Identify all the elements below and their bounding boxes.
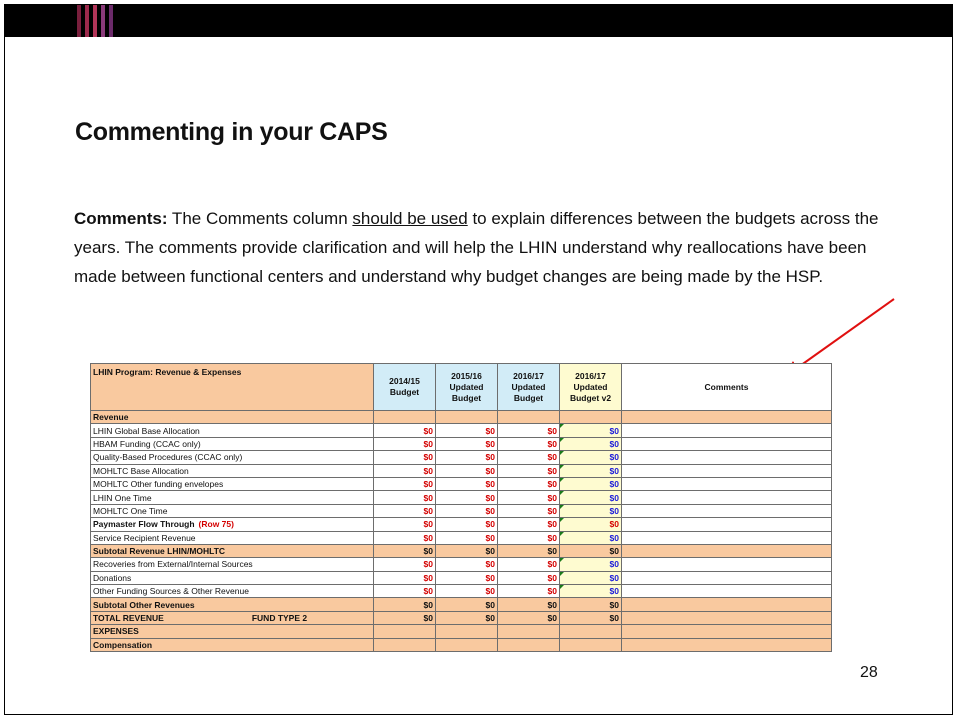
budget-cell: $0 [436, 611, 498, 624]
row-label-text: Paymaster Flow Through [93, 519, 195, 530]
body-paragraph [74, 204, 884, 291]
body-text-part1: The Comments column [167, 209, 353, 228]
budget-cell: $0 [498, 477, 560, 490]
budget-cell [498, 411, 560, 424]
table-row [91, 544, 832, 557]
stripe [93, 5, 97, 37]
row-label [91, 411, 374, 424]
row-label [91, 504, 374, 517]
body-text-part2: to explain differences between the budgets across the years. The comments provide clarification and will help the LHIN understand why reallocations have been made between functional centers and understand why budget changes are being made by the HSP. [74, 209, 879, 286]
budget-cell: $0 [374, 504, 436, 517]
budget-cell: $0 [374, 611, 436, 624]
row-label [91, 571, 374, 584]
row-label-text: Compensation [93, 639, 153, 650]
row-label-text: MOHLTC Other funding envelopes [93, 479, 224, 490]
budget-cell: $0 [436, 464, 498, 477]
row-label-text: LHIN One Time [93, 492, 152, 503]
row-label-text: Donations [93, 572, 132, 583]
row-label-text: HBAM Funding (CCAC only) [93, 438, 201, 449]
slide-title: Commenting in your CAPS [75, 118, 388, 146]
budget-cell [436, 625, 498, 638]
comment-cell [622, 504, 832, 517]
budget-cell: $0 [498, 451, 560, 464]
row-label [91, 491, 374, 504]
comment-cell [622, 611, 832, 624]
budget-cell: $0 [374, 598, 436, 611]
row-label [91, 477, 374, 490]
budget-cell: $0 [436, 544, 498, 557]
row-label [91, 518, 374, 531]
row-label-suffix: (Row 75) [198, 519, 234, 530]
budget-cell: $0 [498, 571, 560, 584]
budget-cell: $0 [374, 464, 436, 477]
budget-cell [374, 411, 436, 424]
budget-cell: $0 [498, 491, 560, 504]
budget-cell [560, 638, 622, 651]
table-row [91, 411, 832, 424]
budget-cell: $0 [436, 477, 498, 490]
column-header: 2016/17 Updated Budget [498, 364, 560, 411]
budget-cell: $0 [560, 477, 622, 490]
budget-cell: $0 [560, 611, 622, 624]
stripe [77, 5, 81, 37]
budget-cell: $0 [436, 424, 498, 437]
budget-cell: $0 [560, 558, 622, 571]
table-row [91, 638, 832, 651]
budget-cell: $0 [374, 518, 436, 531]
row-label [91, 464, 374, 477]
budget-cell [560, 411, 622, 424]
table-row [91, 571, 832, 584]
program-title-cell: LHIN Program: Revenue & Expenses [91, 364, 374, 411]
comment-cell [622, 625, 832, 638]
comments-column-header: Comments [622, 364, 832, 411]
column-header: 2014/15 Budget [374, 364, 436, 411]
budget-cell: $0 [498, 518, 560, 531]
budget-cell: $0 [436, 531, 498, 544]
comment-cell [622, 424, 832, 437]
comment-cell [622, 477, 832, 490]
budget-cell [374, 625, 436, 638]
row-label [91, 531, 374, 544]
budget-cell: $0 [560, 464, 622, 477]
budget-cell: $0 [436, 598, 498, 611]
table-row [91, 464, 832, 477]
budget-cell: $0 [436, 504, 498, 517]
budget-cell: $0 [560, 598, 622, 611]
comment-cell [622, 598, 832, 611]
table-row [91, 558, 832, 571]
stripe [101, 5, 105, 37]
budget-cell: $0 [374, 424, 436, 437]
budget-cell: $0 [560, 437, 622, 450]
budget-cell [436, 638, 498, 651]
row-label [91, 611, 374, 624]
budget-cell: $0 [560, 531, 622, 544]
budget-cell: $0 [436, 451, 498, 464]
budget-cell: $0 [498, 544, 560, 557]
budget-cell: $0 [560, 451, 622, 464]
budget-cell [560, 625, 622, 638]
page-number: 28 [860, 664, 878, 681]
budget-cell: $0 [498, 531, 560, 544]
comment-cell [622, 437, 832, 450]
budget-cell: $0 [498, 504, 560, 517]
table-row [91, 504, 832, 517]
budget-cell: $0 [560, 571, 622, 584]
budget-cell: $0 [498, 598, 560, 611]
body-lead: Comments: [74, 209, 168, 228]
budget-cell: $0 [560, 424, 622, 437]
budget-cell: $0 [498, 611, 560, 624]
comment-cell [622, 638, 832, 651]
budget-cell: $0 [374, 531, 436, 544]
table-header-row [91, 364, 832, 411]
budget-cell: $0 [436, 571, 498, 584]
budget-cell: $0 [374, 437, 436, 450]
row-label-text: Quality-Based Procedures (CCAC only) [93, 452, 243, 463]
row-label-text: Service Recipient Revenue [93, 532, 196, 543]
comment-cell [622, 571, 832, 584]
row-label [91, 558, 374, 571]
row-label [91, 585, 374, 598]
column-header: 2015/16 Updated Budget [436, 364, 498, 411]
table-row [91, 598, 832, 611]
row-label-text: EXPENSES [93, 626, 139, 637]
budget-cell: $0 [560, 504, 622, 517]
table-row [91, 625, 832, 638]
budget-cell: $0 [498, 558, 560, 571]
budget-cell: $0 [436, 585, 498, 598]
table-row [91, 424, 832, 437]
table-row [91, 477, 832, 490]
row-label-text: MOHLTC Base Allocation [93, 465, 189, 476]
budget-cell: $0 [498, 464, 560, 477]
comment-cell [622, 518, 832, 531]
row-label [91, 598, 374, 611]
row-label [91, 638, 374, 651]
table-row [91, 531, 832, 544]
comment-cell [622, 558, 832, 571]
budget-spreadsheet [90, 363, 832, 652]
budget-cell: $0 [374, 451, 436, 464]
comment-cell [622, 585, 832, 598]
budget-cell [498, 625, 560, 638]
budget-cell: $0 [374, 558, 436, 571]
budget-cell [498, 638, 560, 651]
body-underlined: should be used [352, 209, 468, 228]
comment-cell [622, 491, 832, 504]
budget-cell: $0 [374, 544, 436, 557]
budget-cell: $0 [374, 477, 436, 490]
table-row [91, 585, 832, 598]
table-row [91, 491, 832, 504]
decorative-stripes [77, 5, 113, 37]
row-label-suffix: FUND TYPE 2 [251, 613, 308, 624]
table-row [91, 451, 832, 464]
budget-cell: $0 [498, 437, 560, 450]
budget-cell: $0 [436, 518, 498, 531]
budget-cell: $0 [560, 518, 622, 531]
budget-cell: $0 [374, 571, 436, 584]
row-label [91, 437, 374, 450]
budget-cell [436, 411, 498, 424]
row-label-text: Revenue [93, 412, 129, 423]
comment-cell [622, 411, 832, 424]
row-label-text: Recoveries from External/Internal Sources [93, 559, 253, 570]
budget-cell: $0 [498, 424, 560, 437]
budget-cell [374, 638, 436, 651]
table-row [91, 518, 832, 531]
stripe [109, 5, 113, 37]
row-label-text: LHIN Global Base Allocation [93, 425, 200, 436]
row-label-text: MOHLTC One Time [93, 505, 168, 516]
budget-cell: $0 [374, 585, 436, 598]
budget-cell: $0 [560, 544, 622, 557]
stripe [85, 5, 89, 37]
budget-cell: $0 [560, 585, 622, 598]
budget-cell: $0 [374, 491, 436, 504]
comment-cell [622, 544, 832, 557]
row-label-text: Subtotal Other Revenues [93, 599, 195, 610]
budget-cell: $0 [436, 491, 498, 504]
row-label [91, 544, 374, 557]
row-label-text: Other Funding Sources & Other Revenue [93, 586, 249, 597]
row-label-text: Subtotal Revenue LHIN/MOHLTC [93, 546, 226, 557]
comment-cell [622, 531, 832, 544]
row-label [91, 424, 374, 437]
column-header: 2016/17 Updated Budget v2 [560, 364, 622, 411]
row-label-text: TOTAL REVENUE [93, 613, 164, 624]
comment-cell [622, 451, 832, 464]
top-bar [5, 5, 952, 37]
comment-cell [622, 464, 832, 477]
budget-cell: $0 [560, 491, 622, 504]
row-label [91, 625, 374, 638]
budget-cell: $0 [498, 585, 560, 598]
table-row [91, 611, 832, 624]
budget-cell: $0 [436, 437, 498, 450]
table-row [91, 437, 832, 450]
budget-cell: $0 [436, 558, 498, 571]
row-label [91, 451, 374, 464]
